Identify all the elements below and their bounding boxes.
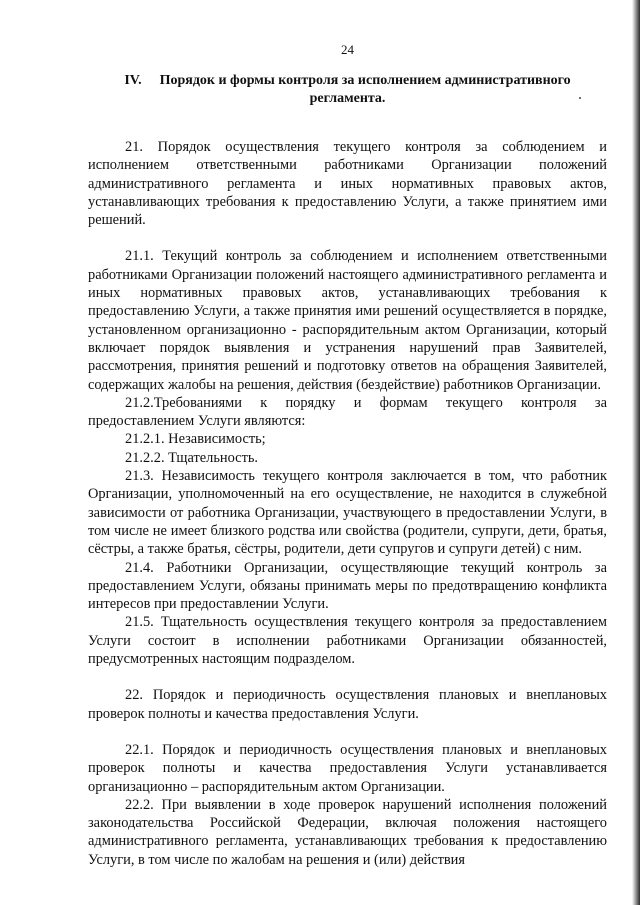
paragraph-21-2-2: 21.2.2. Тщательность.: [125, 449, 259, 466]
section-number: IV.: [124, 73, 142, 88]
paragraph-21: 21. Порядок осуществления текущего контроля за соблюдением и исполнением ответственными работниками Организации положений административного регламента и иных нормативных правовых актов, устанавливающих требования к предоставлению Услуги, а также принятием ими решений.: [88, 139, 607, 229]
paragraph-21-2-1: 21.2.1. Независимость;: [125, 431, 266, 448]
paragraph-22-2: 22.2. При выявлении в ходе проверок нарушений исполнения положений законодательства Российской Федерации, включая положения настоящего административного регламента, устанавливающих требования к предоставлению Услуги, в том числе по жалобам на решения и (или) действия: [88, 796, 607, 868]
paragraph-21-1: 21.1. Текущий контроль за соблюдением и исполнением ответственными работниками Организации положений настоящего административного регламента и иных нормативных правовых актов, устанавливающих требования к предоставлению Услуги, а также принятия ими решений осуществляется в порядке, установленном организационно - распорядительным актом Организации, который включает порядок выявления и устранения нарушений прав Заявителей, рассмотрения, принятия решений и подготовку ответов на обращения Заявителей, содержащих жалобы на решения, действия (бездействие) работников Организации.: [88, 248, 607, 393]
section-heading: [88, 72, 607, 108]
paragraph-22: 22. Порядок и периодичность осуществления плановых и внеплановых проверок полноты и качества предоставления Услуги.: [88, 687, 607, 722]
scan-edge-shadow: [632, 0, 640, 905]
paragraph-21-4: 21.4. Работники Организации, осуществляющие текущий контроль за предоставлением Услуги, обязаны принимать меры по предотвращению конфликта интересов при предоставлении Услуги.: [88, 559, 607, 613]
page-number: 24: [341, 42, 354, 57]
paragraph-21-3: 21.3. Независимость текущего контроля заключается в том, что работник Организации, уполномоченный на его осуществление, не находится в служебной зависимости от работника Организации, участвующего в предоставлении Услуги, в том числе не имеет близкого родства или свойства (родители, супруги, дети, братья, сёстры, а также братья, сёстры, родители, дети супругов и супруги детей) с ним.: [88, 468, 607, 558]
section-title: Порядок и формы контроля за исполнением административного регламента.: [159, 73, 571, 106]
paragraph-21-5: 21.5. Тщательность осуществления текущего контроля за предоставлением Услуги состоит в исполнении работниками Организации обязанностей, предусмотренных настоящим подразделом.: [88, 614, 607, 668]
scan-speck: [579, 97, 581, 99]
paragraph-22-1: 22.1. Порядок и периодичность осуществления плановых и внеплановых проверок полноты и качества предоставления Услуги устанавливается организационно – распорядительным актом Организации.: [88, 741, 607, 795]
paragraph-21-2: 21.2.Требованиями к порядку и формам текущего контроля за предоставлением Услуги являются:: [88, 394, 607, 430]
